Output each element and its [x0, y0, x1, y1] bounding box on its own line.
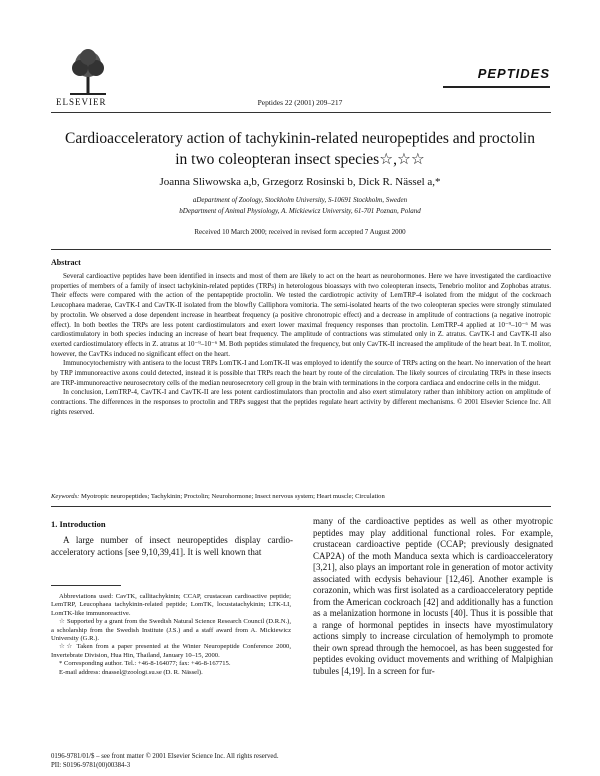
introduction-right-column: many of the cardioactive peptides as well as other myotropic peptides may play additional functional roles. For example, crustacean cardioactive peptide (CCAP; previously designated CAP2A) of the moth Manduca sexta which is cardioacceleratory [3,21], also plays an important role in generation of motor activity associated with ecdysis behaviour [12,46]. Another example is corazonin, which was first isolated as a cardioacceleratory peptide from the American cockroach [42] and additionally has a function as a melanization hormone in locusts [40]. Thus it is possible that a range of hormonal peptides in insects have myostimulatory actions simply to increase circulation of hemolymph to promote their own spread through the hemocoel, as has been suggested for peptides evoking oviduct movements and writhing of Malpighian tubules [4,19]. In a screen for fur-: [313, 516, 553, 676]
keywords: [51, 493, 551, 500]
journal-rule: [443, 86, 550, 88]
pii-line: PII: S0196-9781(00)00384-3: [51, 761, 131, 769]
affiliation-b: bDepartment of Animal Physiology, A. Mickiewicz University, 61-701 Poznan, Poland: [179, 207, 421, 215]
section-heading-introduction: 1. Introduction: [51, 519, 106, 529]
copyright-footer: [51, 753, 279, 770]
footnote-abbreviations: Abbreviations used: CavTK, callitachykinin; CCAP, crustacean cardioactive peptide; LemTRP, Leucophaea tachykinin-related peptide; LomTK, locustatachykinin; LTK-LI, LomTK-like immunoreactive.: [51, 593, 291, 617]
issn-line: 0196-9781/01/$ – see front matter © 2001 Elsevier Science Inc. All rights reserved.: [51, 753, 279, 760]
abstract-paragraph: Several cardioactive peptides have been identified in insects and most of them are likely to act on the heart as neurohormones. Here we have investigated the cardioactive properties of members of a family of insect tachykinin-related peptides (TRPs) in heterologous bioassays with two coleopteran insects, Tenebrio molitor and Zophobas atratus. Their effects were compared with the action of the pentapeptide proctolin. We tested the cardiotropic activity of LemTRP-4 isolated from the midgut of the cockroach Leucophaea maderae, CavTK-I and CavTK-II isolated from the blowfly Calliphora vomitoria. The semi-isolated hearts of the two coleopteran species were strongly stimulated by proctolin. We observed a dose dependent increase in heartbeat frequency (a positive chronotropic effect) and a decrease in amplitude of contractions (a negative inotropic effect). In both beetles the TRPs are less potent cardiostimulators and exert lower maximal frequency responses than proctolin. LemTRP-4 applied at 10⁻⁹–10⁻⁶ M was cardiostimulatory in both species inducing an increase of heart beat frequency. The amplitude of contractions was stimulated only in Z. atratus. CavTK-I and CavTK-II also exerted cardiostimulatory effects in Z. atratus at 10⁻⁹–10⁻⁶ M. Both peptides stimulated the frequency, but only CavTK-II increased the amplitude of the heart beat. In T. molitor, however, the CavTKs induced no significant effect on the heart.: [51, 272, 551, 358]
header-rule: [51, 112, 551, 113]
footnotes: [51, 593, 291, 677]
abstract-paragraph: In conclusion, LemTRP-4, CavTK-I and CavTK-II are less potent cardiostimulators than proctolin and also exert stimulatory rather than inhibitory action on amplitude of contractions. The differences in the responses to proctolin and TRPs suggest that the peptides regulate heart activity by different mechanisms. © 2001 Elsevier Science Inc. All rights reserved.: [51, 388, 551, 416]
abstract-top-rule: [51, 249, 551, 250]
received-dates: Received 10 March 2000; received in revised form accepted 7 August 2000: [194, 228, 406, 236]
abstract-heading: Abstract: [51, 258, 81, 267]
abstract-body: [51, 272, 551, 418]
abstract-bottom-rule: [51, 506, 551, 507]
abstract-paragraph: Immunocytochemistry with antisera to the locust TRPs LomTK-I and LomTK-II was employed to identify the source of TRPs acting on the heart. No innervation of the heart by TRP immunoreactive axons could detected, instead it is possible that TRPs reach the heart by route of the circulation. The likely sources of circulating TRPs in these insects are TRP-immunoreactive neurosecretory cells of the median neurosecretory cell group in the brain with terminations in the corpora cardiaca and endocrine cells in the midgut.: [51, 359, 551, 387]
publisher-logo-text: ELSEVIER: [56, 97, 107, 107]
footnote-conference: ☆☆ Taken from a paper presented at the Winter Neuropeptide Conference 2000, Invertebrate Division, Hua Hin, Thailand, January 10–15, 2000.: [51, 643, 291, 659]
keywords-label: Keywords:: [51, 493, 80, 500]
keywords-list: Myotropic neuropeptides; Tachykinin; Proctolin; Neurohormone; Insect nervous system; Heart muscle; Circulation: [80, 493, 385, 500]
introduction-left-column: A large number of insect neuropeptides display cardio-acceleratory actions [see 9,10,39,41]. It is well known that: [51, 535, 293, 557]
author-list: Joanna Sliwowska a,b, Grzegorz Rosinski b, Dick R. Nässel a,*: [159, 176, 441, 188]
footnote-corresponding-author: * Corresponding author. Tel.: +46-8-164077; fax: +46-8-167715.: [59, 660, 231, 668]
journal-citation: Peptides 22 (2001) 209–217: [257, 98, 343, 107]
footnote-email: E-mail address: dnassel@zoologi.su.se (D. R. Nässel).: [59, 668, 203, 676]
journal-name: PEPTIDES: [477, 66, 550, 81]
article-title: Cardioacceleratory action of tachykinin-related neuropeptides and proctolin in two coleopteran insect species☆,☆☆: [65, 130, 535, 168]
footnote-rule: [51, 585, 121, 586]
footnote-funding: ☆ Supported by a grant from the Swedish Natural Science Research Council (D.R.N.), a scholarship from the Swedish Institute (J.S.) and a staff award from A. Mickiewicz University (G.R.).: [51, 618, 291, 643]
elsevier-tree-logo: [62, 46, 114, 98]
affiliation-a: aDepartment of Zoology, Stockholm University, S-10691 Stockholm, Sweden: [192, 196, 408, 204]
